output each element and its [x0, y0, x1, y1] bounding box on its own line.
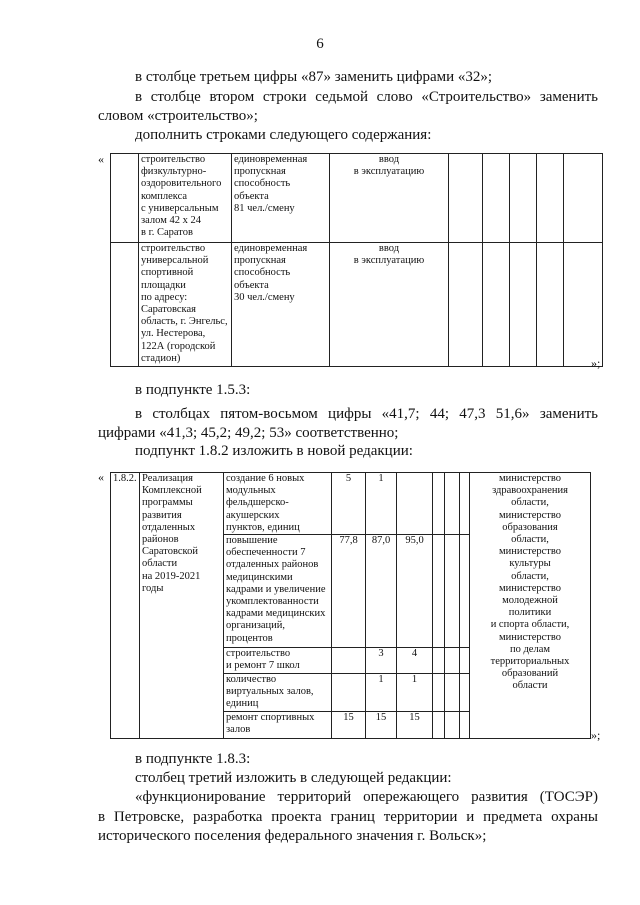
cell-line: отдаленных	[142, 521, 196, 533]
cell-line: по делам	[509, 643, 551, 655]
cell-line: строительство	[226, 648, 291, 660]
table2-cell-indicator	[224, 674, 332, 712]
table2-cell-program	[140, 473, 224, 739]
cell-line: культуры	[509, 558, 551, 570]
cell-line: строительство	[141, 243, 206, 254]
cell-line: и спорта области,	[490, 619, 570, 631]
cell-line: единиц	[226, 698, 259, 710]
cell-line: обеспеченности 7	[226, 547, 306, 559]
paragraph-6: в столбцах пятом-восьмом цифры «41,7; 44; 47,3 51,6» заменить	[135, 406, 598, 422]
table1-cell-name	[139, 154, 232, 243]
cell-line: министерство	[498, 582, 562, 594]
cell-line: 81 чел./смену	[234, 202, 295, 214]
cell-line: образования	[502, 521, 558, 533]
cell-line: Комплексной	[142, 485, 202, 497]
cell-line: министерство	[498, 546, 562, 558]
cell-line: в эксплуатацию	[353, 255, 425, 267]
table2-cell-indicator	[224, 712, 332, 739]
cell-line: образований	[501, 668, 559, 680]
paragraph-9: в подпункте 1.8.3:	[135, 751, 251, 767]
cell-line: ремонт спортивных	[226, 712, 315, 724]
paragraph-4: дополнить строками следующего содержания:	[135, 127, 432, 143]
cell-line: территориальных	[490, 656, 570, 668]
cell-line: единовременная	[234, 154, 308, 165]
table2-cell-indicator	[224, 473, 332, 535]
table1-cell-name	[139, 243, 232, 367]
cell-line: количество	[226, 674, 277, 686]
table2-row	[111, 473, 591, 535]
table2-value: 4	[397, 648, 433, 674]
cell-line: области,	[511, 570, 549, 582]
page-number: 6	[316, 36, 324, 52]
cell-line: фельдшерско-	[226, 497, 289, 509]
cell-line: кадрами и увеличение	[226, 583, 326, 595]
insert-table-2	[110, 472, 591, 739]
cell-line: объекта	[234, 190, 269, 202]
cell-line: по адресу:	[141, 291, 188, 303]
cell-line: универсальной	[141, 255, 209, 267]
paragraph-10: столбец третий изложить в следующей редакции:	[135, 770, 452, 786]
table2-value: 1	[366, 473, 397, 535]
table2-value: 87,0	[366, 535, 397, 648]
cell-line: строительство	[141, 154, 206, 165]
cell-line: политики	[508, 607, 552, 619]
cell-line: модульных	[226, 485, 276, 497]
cell-line: отдаленных районов	[226, 559, 319, 571]
cell-line: Реализация	[142, 473, 193, 484]
table1-cell-status	[330, 154, 449, 243]
cell-line: области,	[511, 497, 549, 509]
cell-line: области,	[511, 534, 549, 546]
cell-line: в эксплуатацию	[353, 166, 425, 178]
paragraph-2: в столбце втором строки седьмой слово «Строительство» заменить	[135, 89, 598, 105]
paragraph-7: цифрами «41,3; 45,2; 49,2; 53» соответственно;	[98, 425, 399, 441]
cell-line: физкультурно-	[141, 166, 207, 178]
table2-cell-responsible	[470, 473, 591, 739]
cell-line: пропускная	[234, 166, 286, 178]
table1-cell-indicator	[232, 243, 330, 367]
cell-line: укомплектованности	[226, 596, 319, 608]
paragraph-1: в столбце третьем цифры «87» заменить цифрами «32»;	[135, 69, 493, 85]
cell-line: ввод	[378, 243, 400, 254]
cell-line: ввод	[378, 154, 400, 165]
table1-open-quote: «	[98, 152, 104, 166]
paragraph-12: в Петровске, разработка проекта границ территории и предмета охраны	[98, 809, 598, 825]
table1-cell-indicator	[232, 154, 330, 243]
cell-line: организаций,	[226, 620, 285, 632]
table2-value	[332, 674, 366, 712]
cell-line: медицинскими	[226, 571, 293, 583]
table2-value	[332, 648, 366, 674]
table2-value: 3	[366, 648, 397, 674]
table1-row	[111, 243, 603, 367]
cell-line: Саратовская	[141, 304, 196, 316]
table1-row	[111, 154, 603, 243]
cell-line: 30 чел./смену	[234, 291, 295, 303]
cell-line: годы	[142, 582, 164, 594]
cell-line: ул. Нестерова,	[141, 328, 206, 340]
paragraph-11: «функционирование территорий опережающего развития (ТОСЭР)	[135, 789, 598, 805]
cell-line: область, г. Энгельс,	[141, 316, 228, 328]
cell-line: 122А (городской	[141, 340, 216, 352]
cell-line: программы	[142, 497, 193, 509]
cell-line: комплекса	[141, 190, 188, 202]
paragraph-3: словом «строительство»;	[98, 108, 258, 124]
table2-value: 15	[332, 712, 366, 739]
table2-value: 5	[332, 473, 366, 535]
cell-line: области	[512, 680, 548, 692]
cell-line: процентов	[226, 632, 273, 644]
cell-line: акушерских	[226, 509, 280, 521]
table2-cell-indicator	[224, 535, 332, 648]
table1-cell-empty	[111, 154, 139, 243]
cell-line: области	[142, 558, 178, 570]
cell-line: районов	[142, 534, 179, 546]
table2-cell-number: 1.8.2.	[111, 473, 140, 739]
cell-line: здравоохранения	[492, 485, 568, 497]
insert-table-1	[110, 153, 603, 367]
cell-line: пунктов, единиц	[226, 521, 300, 533]
cell-line: единовременная	[234, 243, 308, 254]
cell-line: развития	[142, 509, 182, 521]
cell-line: повышение	[226, 535, 278, 547]
table2-cell-indicator	[224, 648, 332, 674]
cell-line: стадион)	[141, 352, 181, 364]
paragraph-5: в подпункте 1.5.3:	[135, 382, 251, 398]
cell-line: залом 42 х 24	[141, 215, 201, 227]
table2-open-quote: «	[98, 470, 104, 484]
table2-value: 77,8	[332, 535, 366, 648]
cell-line: на 2019-2021	[142, 570, 201, 582]
cell-line: кадрами медицинских	[226, 608, 326, 620]
cell-line: способность	[234, 267, 291, 279]
table2-value	[397, 473, 433, 535]
cell-line: залов	[226, 724, 251, 736]
cell-line: создание 6 новых	[226, 473, 305, 484]
cell-line: оздоровительного	[141, 178, 222, 190]
cell-line: способность	[234, 178, 291, 190]
cell-line: объекта	[234, 279, 269, 291]
cell-line: Саратовской	[142, 546, 198, 558]
table2-value: 15	[366, 712, 397, 739]
cell-line: виртуальных залов,	[226, 686, 314, 698]
paragraph-8: подпункт 1.8.2 изложить в новой редакции:	[135, 443, 413, 459]
cell-line: министерство	[498, 631, 562, 643]
cell-line: и ремонт 7 школ	[226, 660, 300, 672]
cell-line: пропускная	[234, 255, 286, 267]
table2-value: 1	[366, 674, 397, 712]
table1-close-mark: »;	[591, 356, 601, 370]
table2-value: 1	[397, 674, 433, 712]
table1-cell-status	[330, 243, 449, 367]
cell-line: министерство	[498, 509, 562, 521]
cell-line: спортивной	[141, 267, 194, 279]
table2-value: 95,0	[397, 535, 433, 648]
cell-line: министерство	[498, 473, 562, 484]
cell-line: молодежной	[502, 595, 558, 607]
table2-close-mark: »;	[591, 728, 601, 742]
cell-line: в г. Саратов	[141, 227, 193, 239]
paragraph-13: исторического поселения федерального значения г. Вольск»;	[98, 828, 487, 844]
table2-value: 15	[397, 712, 433, 739]
table1-cell-empty	[111, 243, 139, 367]
cell-line: площадки	[141, 279, 186, 291]
cell-line: с универсальным	[141, 202, 219, 214]
